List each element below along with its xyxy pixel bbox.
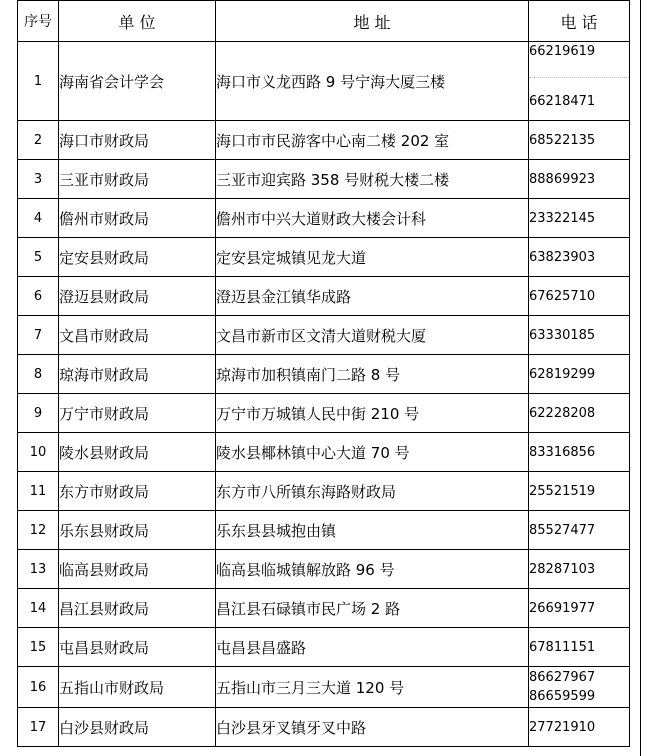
- address: 海口市市民游客中心南二楼 202 室: [216, 121, 529, 160]
- table-row: [18, 316, 630, 355]
- unit-name: 海南省会计学会: [59, 42, 216, 121]
- row-number: 5: [18, 238, 59, 277]
- unit-name: 儋州市财政局: [59, 199, 216, 238]
- address: 白沙县牙叉镇牙叉中路: [216, 708, 529, 747]
- phone-cell: [529, 199, 630, 238]
- row-number: 8: [18, 355, 59, 394]
- phone-number: 27721910: [529, 719, 596, 735]
- address-table: [17, 0, 630, 747]
- phone-number: 86627967: [529, 670, 596, 685]
- unit-name: 东方市财政局: [59, 472, 216, 511]
- row-number: 3: [18, 160, 59, 199]
- phone-cell: [529, 433, 630, 472]
- unit-name: 白沙县财政局: [59, 708, 216, 747]
- phone-number: 28287103: [529, 561, 596, 577]
- phone-cell: [529, 42, 630, 121]
- address: 定安县定城镇见龙大道: [216, 238, 529, 277]
- phone-number: 68522135: [529, 132, 596, 148]
- phone-number: 83316856: [529, 444, 596, 460]
- row-number: 11: [18, 472, 59, 511]
- row-number: 4: [18, 199, 59, 238]
- row-number: 7: [18, 316, 59, 355]
- phone-number: 62228208: [529, 405, 596, 421]
- row-number: 15: [18, 628, 59, 667]
- row-number: 2: [18, 121, 59, 160]
- phone-number: 63823903: [529, 249, 596, 265]
- table-row: [18, 394, 630, 433]
- phone-cell: [529, 472, 630, 511]
- unit-name: 乐东县财政局: [59, 511, 216, 550]
- unit-name: 文昌市财政局: [59, 316, 216, 355]
- unit-name: 屯昌县财政局: [59, 628, 216, 667]
- phone-cell: [529, 160, 630, 199]
- unit-name: 三亚市财政局: [59, 160, 216, 199]
- table-row: [18, 550, 630, 589]
- row-number: 1: [18, 42, 59, 121]
- phone-cell: [529, 238, 630, 277]
- unit-name: 万宁市财政局: [59, 394, 216, 433]
- phone-number: 62819299: [529, 366, 596, 382]
- phone-number: 66219619: [529, 42, 629, 78]
- header-address: 地 址: [216, 1, 529, 42]
- phone-cell: [529, 628, 630, 667]
- unit-name: 海口市财政局: [59, 121, 216, 160]
- address: 昌江县石碌镇市民广场 2 路: [216, 589, 529, 628]
- table-row: [18, 472, 630, 511]
- phone-number: 85527477: [529, 522, 596, 538]
- phone-number: 86659599: [529, 689, 596, 704]
- phone-cell: [529, 667, 630, 708]
- address: 东方市八所镇东海路财政局: [216, 472, 529, 511]
- address: 屯昌县昌盛路: [216, 628, 529, 667]
- row-number: 13: [18, 550, 59, 589]
- address: 儋州市中兴大道财政大楼会计科: [216, 199, 529, 238]
- row-number: 12: [18, 511, 59, 550]
- table-row: [18, 199, 630, 238]
- phone-number: 66218471: [529, 94, 596, 109]
- header-phone: 电 话: [529, 1, 630, 42]
- phone-number: 26691977: [529, 600, 596, 616]
- unit-name: 五指山市财政局: [59, 667, 216, 708]
- phone-cell: [529, 394, 630, 433]
- address: 澄迈县金江镇华成路: [216, 277, 529, 316]
- phone-number: 88869923: [529, 171, 596, 187]
- unit-name: 临高县财政局: [59, 550, 216, 589]
- table-row: [18, 355, 630, 394]
- table-row: [18, 238, 630, 277]
- address: 陵水县椰林镇中心大道 70 号: [216, 433, 529, 472]
- address: 临高县临城镇解放路 96 号: [216, 550, 529, 589]
- address: 海口市义龙西路 9 号宁海大厦三楼: [216, 42, 529, 121]
- phone-number: 25521519: [529, 483, 596, 499]
- phone-cell: [529, 121, 630, 160]
- phone-cell: [529, 550, 630, 589]
- phone-cell: [529, 511, 630, 550]
- row-number: 9: [18, 394, 59, 433]
- unit-name: 陵水县财政局: [59, 433, 216, 472]
- table-row: [18, 277, 630, 316]
- row-number: 6: [18, 277, 59, 316]
- phone-cell: [529, 589, 630, 628]
- header-no: 序号: [18, 1, 59, 42]
- unit-name: 定安县财政局: [59, 238, 216, 277]
- table-row: [18, 667, 630, 708]
- unit-name: 澄迈县财政局: [59, 277, 216, 316]
- address: 万宁市万城镇人民中街 210 号: [216, 394, 529, 433]
- table-body: [18, 42, 630, 747]
- row-number: 14: [18, 589, 59, 628]
- unit-name: 琼海市财政局: [59, 355, 216, 394]
- unit-name: 昌江县财政局: [59, 589, 216, 628]
- address: 乐东县县城抱由镇: [216, 511, 529, 550]
- phone-number: 67625710: [529, 288, 596, 304]
- table-row: [18, 589, 630, 628]
- phone-cell: [529, 355, 630, 394]
- row-number: 17: [18, 708, 59, 747]
- table-row: [18, 433, 630, 472]
- phone-cell: [529, 708, 630, 747]
- table-row: [18, 511, 630, 550]
- row-number: 10: [18, 433, 59, 472]
- address: 五指山市三月三大道 120 号: [216, 667, 529, 708]
- table-row: [18, 628, 630, 667]
- address: 文昌市新市区文清大道财税大厦: [216, 316, 529, 355]
- header-unit: 单 位: [59, 1, 216, 42]
- phone-cell: [529, 316, 630, 355]
- phone-number: 67811151: [529, 639, 596, 655]
- page-edge-line: [640, 0, 641, 756]
- table-row: [18, 708, 630, 747]
- table-row: [18, 42, 630, 121]
- table-row: [18, 121, 630, 160]
- phone-number: 63330185: [529, 327, 596, 343]
- row-number: 16: [18, 667, 59, 708]
- phone-number: 23322145: [529, 210, 596, 226]
- address: 琼海市加积镇南门二路 8 号: [216, 355, 529, 394]
- table-row: [18, 160, 630, 199]
- table-header-row: [18, 1, 630, 42]
- phone-cell: [529, 277, 630, 316]
- address: 三亚市迎宾路 358 号财税大楼二楼: [216, 160, 529, 199]
